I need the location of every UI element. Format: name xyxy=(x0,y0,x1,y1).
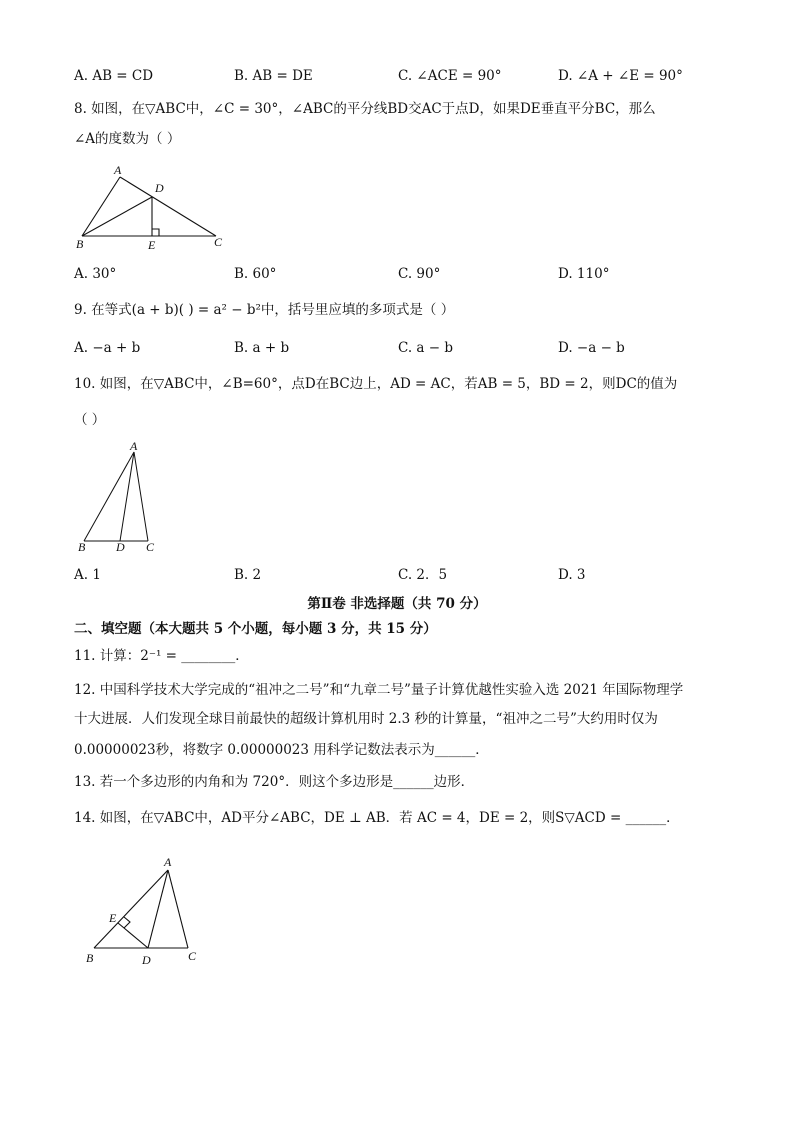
q12-stem-line1: 12. 中国科学技术大学完成的“祖冲之二号”和“九章二号”量子计算优越性实验入选 2021 年国际物理学 xyxy=(74,682,684,698)
q7-option-c: C. ∠ACE = 90° xyxy=(398,68,502,84)
q12-stem-line3: 0.00000023秒，将数字 0.00000023 用科学记数法表示为______． xyxy=(74,742,489,758)
q14-label-e: E xyxy=(109,911,117,925)
q8-bisector-bd xyxy=(82,197,152,236)
q8-label-c: C xyxy=(214,235,223,249)
q14-right-angle-mark xyxy=(124,917,130,928)
q9-option-c: C. a − b xyxy=(398,340,454,356)
q14-triangle-figure xyxy=(80,850,210,970)
q13-stem: 13. 若一个多边形的内角和为 720°．则这个多边形是______边形． xyxy=(74,774,475,790)
part-two-heading: 二、填空题（本大题共 5 个小题，每小题 3 分，共 15 分） xyxy=(74,621,437,637)
q8-option-b: B. 60° xyxy=(234,266,277,282)
q14-stem: 14. 如图，在▽ABC中，AD平分∠ABC，DE ⊥ AB．若 AC = 4，DE = 2，则S▽ACD = ______． xyxy=(74,810,680,826)
q10-stem-line1: 10. 如图，在▽ABC中，∠B=60°，点D在BC边上，AD = AC，若AB = 5，BD = 2，则DC的值为 xyxy=(74,376,678,392)
q8-stem-line2: ∠A的度数为（ ） xyxy=(74,131,181,147)
q12-stem-line2: 十大进展．人们发现全球目前最快的超级计算机用时 2.3 秒的计算量，“祖冲之二号”大约用时仅为 xyxy=(74,711,658,727)
q11-stem: 11. 计算：2⁻¹ = ________． xyxy=(74,648,249,664)
q9-option-a: A. −a + b xyxy=(74,340,141,356)
q10-label-c: C xyxy=(146,540,155,554)
q8-label-e: E xyxy=(148,238,156,252)
section-title: 第Ⅱ卷 非选择题（共 70 分） xyxy=(307,596,487,612)
q8-triangle-figure xyxy=(70,160,240,255)
q14-label-d: D xyxy=(142,953,151,967)
q10-label-a: A xyxy=(130,439,138,453)
q8-option-d: D. 110° xyxy=(558,266,610,282)
q9-option-d: D. −a − b xyxy=(558,340,625,356)
q14-edge-ac xyxy=(168,870,188,948)
q14-edge-ab xyxy=(94,870,168,948)
q14-label-c: C xyxy=(188,949,197,963)
q7-option-b: B. AB = DE xyxy=(234,68,313,84)
q8-right-angle-mark xyxy=(152,229,159,236)
q10-stem-line2: （ ） xyxy=(74,412,106,428)
q10-label-b: B xyxy=(78,540,86,554)
q10-option-a: A. 1 xyxy=(74,567,101,583)
q8-label-a: A xyxy=(114,163,122,177)
q7-option-a: A. AB = CD xyxy=(74,68,154,84)
q10-option-c: C. 2．5 xyxy=(398,567,448,583)
q10-edge-ac xyxy=(134,452,148,541)
q8-option-c: C. 90° xyxy=(398,266,441,282)
q8-label-d: D xyxy=(155,181,164,195)
q8-stem-line1: 8. 如图，在▽ABC中，∠C = 30°，∠ABC的平分线BD交AC于点D，如果DE垂直平分BC，那么 xyxy=(74,101,656,117)
q9-stem: 9. 在等式(a + b)( ) = a² − b²中，括号里应填的多项式是（ ） xyxy=(74,302,455,318)
q10-option-b: B. 2 xyxy=(234,567,262,583)
q9-option-b: B. a + b xyxy=(234,340,290,356)
q14-perpendicular-de xyxy=(118,923,148,948)
q14-label-a: A xyxy=(164,855,172,869)
q10-label-d: D xyxy=(116,540,125,554)
q8-option-a: A. 30° xyxy=(74,266,117,282)
q10-option-d: D. 3 xyxy=(558,567,586,583)
q10-triangle-figure xyxy=(70,438,170,558)
q14-bisector-ad xyxy=(148,870,168,948)
q8-label-b: B xyxy=(76,237,84,251)
q7-option-d: D. ∠A + ∠E = 90° xyxy=(558,68,683,84)
q8-edge-ab xyxy=(82,177,120,236)
q14-label-b: B xyxy=(86,951,94,965)
